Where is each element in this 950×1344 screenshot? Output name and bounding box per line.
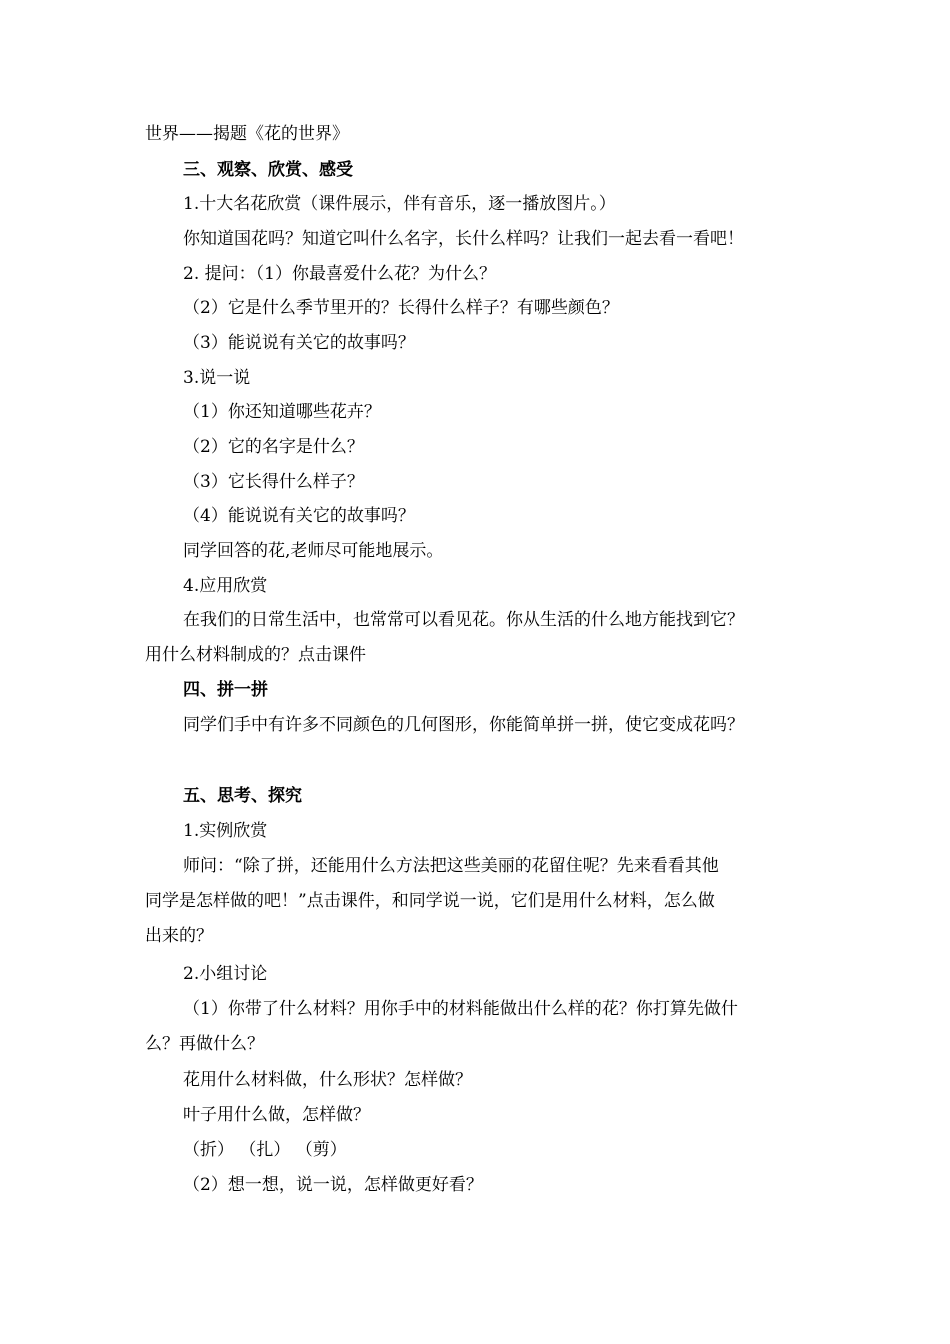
text-line: （4）能说说有关它的故事吗？ <box>183 506 415 526</box>
text-line: 1.十大名花欣赏（课件展示，伴有音乐，逐一播放图片。） <box>183 194 616 214</box>
text-line: （3）能说说有关它的故事吗？ <box>183 333 415 353</box>
text-line: 么？再做什么？ <box>145 1034 264 1054</box>
text-line: （1）你还知道哪些花卉？ <box>183 402 381 422</box>
text-line: 在我们的日常生活中，也常常可以看见花。你从生活的什么地方能找到它？ <box>183 610 744 630</box>
text-line: （折） （扎） （剪） <box>183 1140 347 1160</box>
text-line: 世界——揭题《花的世界》 <box>145 124 349 144</box>
text-line: 师问：“除了拼，还能用什么方法把这些美丽的花留住呢？先来看看其他 <box>183 856 719 876</box>
text-line: 2.小组讨论 <box>183 964 268 984</box>
section-heading: 三、观察、欣赏、感受 <box>183 160 353 180</box>
text-line: （1）你带了什么材料？用你手中的材料能做出什么样的花？你打算先做什 <box>183 999 738 1019</box>
text-line: 2. 提问：（1）你最喜爱什么花？为什么？ <box>183 264 496 284</box>
text-line: 你知道国花吗？知道它叫什么名字，长什么样吗？让我们一起去看一看吧！ <box>183 229 744 249</box>
section-heading: 四、拼一拼 <box>183 680 268 700</box>
text-line: 用什么材料制成的？点击课件 <box>145 645 366 665</box>
text-line: （2）想一想，说一说，怎样做更好看？ <box>183 1175 483 1195</box>
text-line: 1.实例欣赏 <box>183 821 268 841</box>
text-line: 同学们手中有许多不同颜色的几何图形，你能简单拼一拼，使它变成花吗？ <box>183 715 744 735</box>
text-line: 出来的？ <box>145 926 213 946</box>
text-line: 4.应用欣赏 <box>183 576 268 596</box>
text-line: 同学是怎样做的吧！”点击课件，和同学说一说，它们是用什么材料，怎么做 <box>145 891 715 911</box>
text-line: 花用什么材料做，什么形状？怎样做？ <box>183 1070 472 1090</box>
text-line: （2）它的名字是什么？ <box>183 437 364 457</box>
text-line: （3）它长得什么样子？ <box>183 472 364 492</box>
section-heading: 五、思考、探究 <box>183 786 302 806</box>
text-line: 叶子用什么做，怎样做？ <box>183 1105 370 1125</box>
text-line: 3.说一说 <box>183 368 251 388</box>
text-line: 同学回答的花,老师尽可能地展示。 <box>183 541 444 561</box>
text-line: （2）它是什么季节里开的？长得什么样子？有哪些颜色？ <box>183 298 619 318</box>
